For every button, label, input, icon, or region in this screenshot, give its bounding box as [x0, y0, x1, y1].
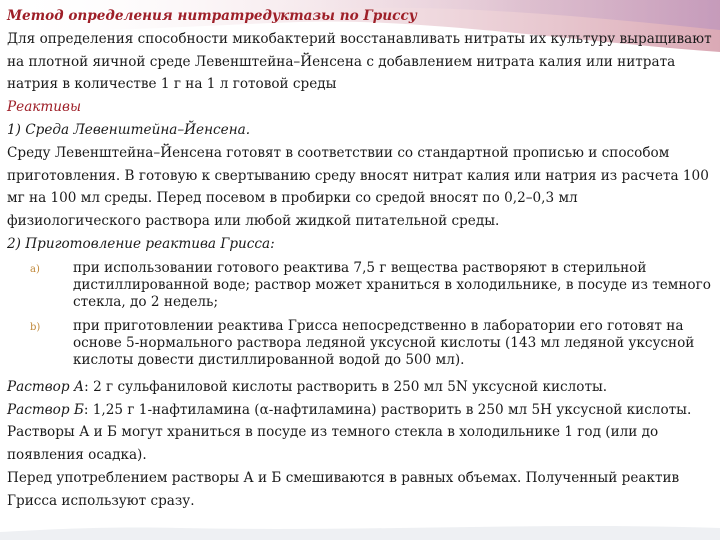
document-body	[7, 5, 713, 513]
solution-b-paragraph	[7, 399, 713, 422]
solution-a-text: : 2 г сульфаниловой кислоты растворить в 250 мл 5N уксусной кислоты.	[84, 378, 608, 395]
list-item-text: при использовании готового реактива 7,5 г вещества растворяют в стерильной дистиллированной воде; раствор может храниться в холодильнике, в посуде из темного стекла, до 2 недель;	[73, 259, 711, 310]
list-item-text: при приготовлении реактива Грисса непосредственно в лаборатории его готовят на основе 5-нормального раствора ледяной уксусной кислоты (143 мл ледяной уксусной кислоты довести дистиллированной водой до 500 мл).	[73, 317, 695, 368]
list-item	[7, 260, 713, 311]
list-marker: b)	[30, 321, 41, 333]
list-item	[7, 318, 713, 369]
section1-heading: 1) Среда Левенштейна–Йенсена.	[7, 121, 251, 138]
list-marker: a)	[30, 263, 40, 275]
reagents-heading: Реактивы	[7, 99, 82, 116]
section2-heading: 2) Приготовление реактива Грисса:	[7, 235, 275, 252]
intro-paragraph: Для определения способности микобактерий восстанавливать нитраты их культуру выращивают на плотной яичной среде Левенштейна–Йенсена с добавлением нитрата калия или нитрата натрия в количестве 1 г на 1 л готовой среды	[7, 30, 712, 93]
document-title: Метод определения нитратредуктазы по Гриссу	[7, 8, 417, 24]
storage-paragraph: Растворы А и Б могут храниться в посуде из темного стекла в холодильнике 1 год (или до появления осадка).	[7, 424, 659, 464]
solution-a-label: Раствор А	[7, 378, 85, 395]
section1-paragraph: Среду Левенштейна–Йенсена готовят в соответствии со стандартной прописью и способом приготовления. В готовую к свертыванию среду вносят нитрат калия или натрия из расчета 100 мг на 100 мл среды. Перед посевом в пробирки со средой вносят по 0,2–0,3 мл физиологического раствора или любой жидкой питательной среды.	[7, 144, 709, 230]
solution-b-label: Раствор Б	[7, 401, 84, 418]
final-paragraph: Перед употреблением растворы А и Б смешиваются в равных объемах. Полученный реактив Грисса используют сразу.	[7, 469, 680, 509]
solution-a-paragraph	[7, 376, 713, 399]
solution-b-text: : 1,25 г 1-нафтиламина (α-нафтиламина) растворить в 250 мл 5Н уксусной кислоты.	[83, 401, 692, 418]
reagent-preparation-list	[7, 260, 713, 369]
